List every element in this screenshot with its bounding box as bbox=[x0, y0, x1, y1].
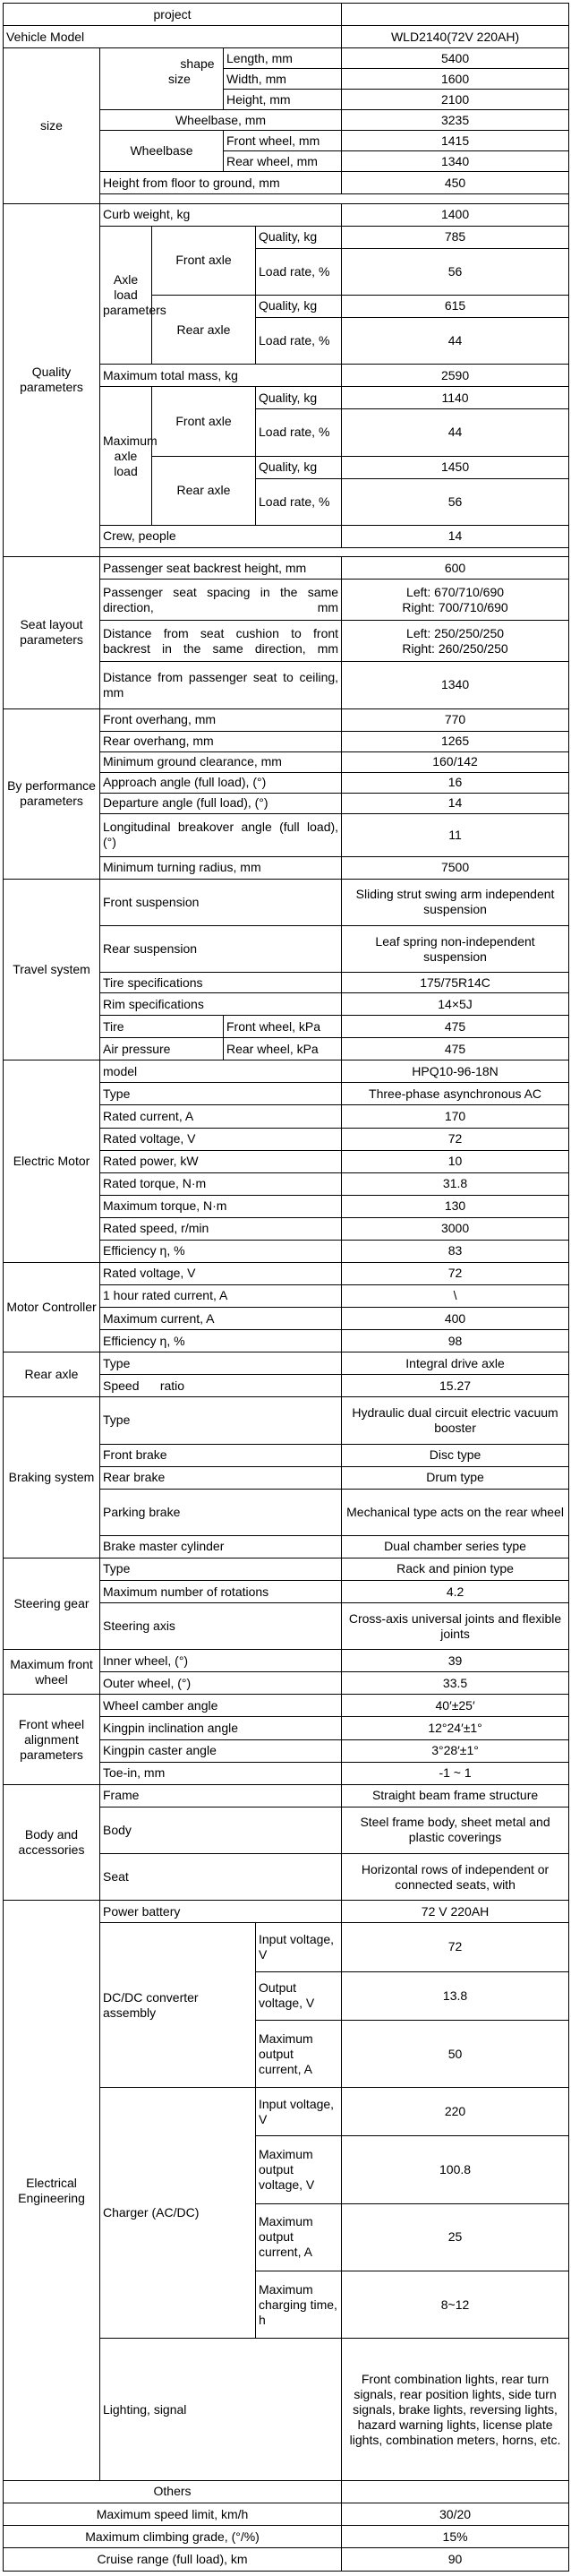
table-row bbox=[4, 1262, 569, 1284]
tire-front-wheel-label: Front wheel, kPa bbox=[224, 1016, 342, 1038]
departure-angle-label: Departure angle (full load), (°) bbox=[100, 793, 342, 813]
quality-kg-label: Quality, kg bbox=[256, 295, 342, 317]
front-suspension-label: Front suspension bbox=[100, 879, 342, 925]
rim-spec-label: Rim specifications bbox=[100, 993, 342, 1016]
group-rear-axle: Rear axle bbox=[4, 1352, 100, 1397]
charger-input-label: Input voltage, V bbox=[256, 2088, 342, 2136]
group-steering: Steering gear bbox=[4, 1558, 100, 1649]
table-row bbox=[4, 1901, 569, 1923]
outer-wheel-label: Outer wheel, (°) bbox=[100, 1672, 342, 1695]
motor-voltage-label: Rated voltage, V bbox=[100, 1128, 342, 1150]
spacer-cell bbox=[100, 547, 569, 556]
motor-max-torque-value: 130 bbox=[342, 1195, 569, 1217]
quality-kg-label: Quality, kg bbox=[256, 226, 342, 248]
kingpin-inclination-label: Kingpin inclination angle bbox=[100, 1717, 342, 1739]
group-controller: Motor Controller bbox=[4, 1262, 100, 1352]
table-row bbox=[4, 26, 569, 48]
dcdc-input-label: Input voltage, V bbox=[256, 1923, 342, 1971]
controller-efficiency-value: 98 bbox=[342, 1330, 569, 1352]
wheelbase-group: Wheelbase bbox=[100, 131, 224, 172]
speed-limit-label: Maximum speed limit, km/h bbox=[4, 2503, 342, 2525]
table-row bbox=[4, 557, 569, 580]
steering-type-label: Type bbox=[100, 1558, 342, 1580]
table-row bbox=[4, 4, 569, 26]
crew-label: Crew, people bbox=[100, 525, 342, 547]
table-row bbox=[4, 1784, 569, 1807]
table-row bbox=[4, 48, 569, 69]
rear-overhang-label: Rear overhang, mm bbox=[100, 731, 342, 751]
size-label: size bbox=[168, 72, 191, 87]
rear-axle-label: Rear axle bbox=[152, 295, 256, 364]
charger-input-value: 220 bbox=[342, 2088, 569, 2136]
motor-torque-label: Rated torque, N·m bbox=[100, 1172, 342, 1195]
rear-overhang-value: 1265 bbox=[342, 731, 569, 751]
rear-suspension-label: Rear suspension bbox=[100, 925, 342, 972]
dcdc-output-value: 13.8 bbox=[342, 1971, 569, 2020]
rear-wheel-label: Rear wheel, mm bbox=[224, 151, 342, 172]
dcdc-input-value: 72 bbox=[342, 1923, 569, 1971]
group-seat: Seat layout parameters bbox=[4, 557, 100, 708]
hour-current-label: 1 hour rated current, A bbox=[100, 1284, 342, 1307]
table-row bbox=[4, 203, 569, 226]
front-axle-label: Front axle bbox=[152, 226, 256, 295]
toe-in-label: Toe-in, mm bbox=[100, 1762, 342, 1784]
motor-current-label: Rated current, A bbox=[100, 1105, 342, 1128]
motor-power-value: 10 bbox=[342, 1150, 569, 1172]
charging-time-value: 8~12 bbox=[342, 2271, 569, 2338]
controller-voltage-value: 72 bbox=[342, 1262, 569, 1284]
rear-axle-type-value: Integral drive axle bbox=[342, 1352, 569, 1375]
camber-value: 40′±25′ bbox=[342, 1695, 569, 1717]
group-alignment: Front wheel alignment parameters bbox=[4, 1695, 100, 1784]
curb-weight-value: 1400 bbox=[342, 203, 569, 226]
front-overhang-label: Front overhang, mm bbox=[100, 708, 342, 731]
rear-brake-label: Rear brake bbox=[100, 1466, 342, 1489]
seat-spacing-value bbox=[342, 580, 569, 621]
front-wheel-value: 1415 bbox=[342, 131, 569, 151]
group-motor: Electric Motor bbox=[4, 1060, 100, 1263]
kingpin-inclination-value: 12°24′±1° bbox=[342, 1717, 569, 1739]
max-current-value: 400 bbox=[342, 1308, 569, 1330]
motor-model-value: HPQ10-96-18N bbox=[342, 1060, 569, 1083]
brake-type-value: Hydraulic dual circuit electric vacuum booster bbox=[342, 1397, 569, 1444]
others-value-empty bbox=[342, 2480, 569, 2503]
inner-wheel-label: Inner wheel, (°) bbox=[100, 1650, 342, 1672]
table-row bbox=[4, 1695, 569, 1717]
turning-radius-value: 7500 bbox=[342, 856, 569, 879]
rotations-label: Maximum number of rotations bbox=[100, 1580, 342, 1602]
table-row bbox=[4, 1558, 569, 1580]
motor-efficiency-label: Efficiency η, % bbox=[100, 1240, 342, 1262]
steering-axis-value: Cross-axis universal joints and flexible joints bbox=[342, 1603, 569, 1650]
max-rear-rate: 56 bbox=[342, 478, 569, 525]
battery-label: Power battery bbox=[100, 1901, 342, 1923]
table-row bbox=[4, 879, 569, 925]
rim-spec-value: 14×5J bbox=[342, 993, 569, 1016]
battery-value: 72 V 220AH bbox=[342, 1901, 569, 1923]
motor-current-value: 170 bbox=[342, 1105, 569, 1128]
cushion-distance-label: Distance from seat cushion to front backrest in the same direction, mm bbox=[100, 621, 342, 662]
load-rate-label: Load rate, % bbox=[256, 248, 342, 295]
seat-spacing-right: Right: 700/710/690 bbox=[402, 599, 508, 614]
front-overhang-value: 770 bbox=[342, 708, 569, 731]
seat-spacing-label: Passenger seat spacing in the same direction, mm bbox=[100, 580, 342, 621]
tire-spec-label: Tire specifications bbox=[100, 973, 342, 993]
camber-label: Wheel camber angle bbox=[100, 1695, 342, 1717]
climbing-grade-value: 15% bbox=[342, 2526, 569, 2548]
frame-label: Frame bbox=[100, 1784, 342, 1807]
curb-weight-label: Curb weight, kg bbox=[100, 203, 342, 226]
group-travel: Travel system bbox=[4, 879, 100, 1060]
wheelbase-value: 3235 bbox=[342, 110, 569, 131]
rear-wheel-value: 1340 bbox=[342, 151, 569, 172]
cruise-range-value: 90 bbox=[342, 2548, 569, 2572]
inner-wheel-value: 39 bbox=[342, 1650, 569, 1672]
steering-type-value: Rack and pinion type bbox=[342, 1558, 569, 1580]
front-brake-label: Front brake bbox=[100, 1444, 342, 1466]
speed-ratio-value: 15.27 bbox=[342, 1375, 569, 1397]
approach-angle-value: 16 bbox=[342, 772, 569, 793]
master-cylinder-value: Dual chamber series type bbox=[342, 1535, 569, 1558]
departure-angle-value: 14 bbox=[342, 793, 569, 813]
max-total-mass-value: 2590 bbox=[342, 365, 569, 387]
tire-label: Tire bbox=[100, 1016, 224, 1038]
axle-front-quality: 785 bbox=[342, 226, 569, 248]
approach-angle-label: Approach angle (full load), (°) bbox=[100, 772, 342, 793]
axle-load-label: Axle load parameters bbox=[100, 226, 152, 365]
charger-output-value: 100.8 bbox=[342, 2136, 569, 2203]
dcdc-current-value: 50 bbox=[342, 2020, 569, 2087]
table-row bbox=[4, 2503, 569, 2525]
rear-axle-label: Rear axle bbox=[152, 456, 256, 525]
dcdc-label: DC/DC converter assembly bbox=[100, 1923, 256, 2088]
project-header: project bbox=[4, 4, 342, 26]
speed-ratio-label: Speed ratio bbox=[100, 1375, 342, 1397]
max-total-mass-label: Maximum total mass, kg bbox=[100, 365, 342, 387]
load-rate-label: Load rate, % bbox=[256, 478, 342, 525]
cushion-right: Right: 260/250/250 bbox=[402, 640, 508, 656]
climbing-grade-label: Maximum climbing grade, (°/%) bbox=[4, 2526, 342, 2548]
group-braking: Braking system bbox=[4, 1397, 100, 1558]
motor-max-torque-label: Maximum torque, N·m bbox=[100, 1195, 342, 1217]
front-brake-value: Disc type bbox=[342, 1444, 569, 1466]
group-body: Body and accessories bbox=[4, 1784, 100, 1901]
group-electrical: Electrical Engineering bbox=[4, 1901, 100, 2481]
charger-output-label: Maximum output voltage, V bbox=[256, 2136, 342, 2203]
turning-radius-label: Minimum turning radius, mm bbox=[100, 856, 342, 879]
lighting-label: Lighting, signal bbox=[100, 2339, 342, 2481]
front-wheel-label: Front wheel, mm bbox=[224, 131, 342, 151]
rotations-value: 4.2 bbox=[342, 1580, 569, 1602]
load-rate-label: Load rate, % bbox=[256, 317, 342, 364]
table-row bbox=[4, 1060, 569, 1083]
spec-table bbox=[3, 3, 569, 2572]
cruise-range-label: Cruise range (full load), km bbox=[4, 2548, 342, 2572]
rear-brake-value: Drum type bbox=[342, 1466, 569, 1489]
hour-current-value: \ bbox=[342, 1284, 569, 1307]
height-value: 2100 bbox=[342, 90, 569, 110]
body-label: Body bbox=[100, 1807, 342, 1853]
tire-rear-wheel-value: 475 bbox=[342, 1038, 569, 1060]
backrest-height-label: Passenger seat backrest height, mm bbox=[100, 557, 342, 580]
max-current-label: Maximum current, A bbox=[100, 1308, 342, 1330]
height-label: Height, mm bbox=[224, 90, 342, 110]
charging-time-label: Maximum charging time, h bbox=[256, 2271, 342, 2338]
motor-type-value: Three-phase asynchronous AC bbox=[342, 1083, 569, 1105]
backrest-height-value: 600 bbox=[342, 557, 569, 580]
table-row bbox=[4, 2480, 569, 2503]
rear-suspension-value: Leaf spring non-independent suspension bbox=[342, 925, 569, 972]
charger-label: Charger (AC/DC) bbox=[100, 2088, 256, 2339]
shape-size-label bbox=[100, 48, 224, 110]
charger-current-value: 25 bbox=[342, 2203, 569, 2271]
tire-front-wheel-value: 475 bbox=[342, 1016, 569, 1038]
toe-in-value: -1 ~ 1 bbox=[342, 1762, 569, 1784]
front-suspension-value: Sliding strut swing arm independent suspension bbox=[342, 879, 569, 925]
group-others: Others bbox=[4, 2480, 342, 2503]
lighting-value: Front combination lights, rear turn signals, rear position lights, side turn signals, brake lights, reversing lights, hazard warning lights, license plate lights, combination meters, horns, etc. bbox=[342, 2339, 569, 2481]
controller-voltage-label: Rated voltage, V bbox=[100, 1262, 342, 1284]
body-value: Steel frame body, sheet metal and plastic coverings bbox=[342, 1807, 569, 1853]
length-value: 5400 bbox=[342, 48, 569, 69]
seat-value: Horizontal rows of independent or connected seats, with bbox=[342, 1853, 569, 1900]
width-label: Width, mm bbox=[224, 69, 342, 90]
shape-label: shape bbox=[180, 56, 215, 72]
motor-efficiency-value: 83 bbox=[342, 1240, 569, 1262]
quality-kg-label: Quality, kg bbox=[256, 456, 342, 478]
dcdc-output-label: Output voltage, V bbox=[256, 1971, 342, 2020]
vehicle-model-value: WLD2140(72V 220AH) bbox=[342, 26, 569, 48]
max-front-quality: 1140 bbox=[342, 387, 569, 409]
brake-type-label: Type bbox=[100, 1397, 342, 1444]
parking-brake-value: Mechanical type acts on the rear wheel bbox=[342, 1489, 569, 1535]
group-quality: Quality parameters bbox=[4, 203, 100, 557]
width-value: 1600 bbox=[342, 69, 569, 90]
parking-brake-label: Parking brake bbox=[100, 1489, 342, 1535]
axle-rear-quality: 615 bbox=[342, 295, 569, 317]
cushion-distance-value bbox=[342, 621, 569, 662]
cushion-left: Left: 250/250/250 bbox=[406, 625, 505, 640]
ground-clearance-label: Minimum ground clearance, mm bbox=[100, 751, 342, 772]
ceiling-distance-label: Distance from passenger seat to ceiling, mm bbox=[100, 662, 342, 708]
steering-axis-label: Steering axis bbox=[100, 1603, 342, 1650]
motor-torque-value: 31.8 bbox=[342, 1172, 569, 1195]
spacer-cell bbox=[100, 194, 569, 203]
motor-speed-value: 3000 bbox=[342, 1217, 569, 1240]
load-rate-label: Load rate, % bbox=[256, 409, 342, 456]
motor-model-label: model bbox=[100, 1060, 342, 1083]
axle-front-rate: 56 bbox=[342, 248, 569, 295]
ground-clearance-value: 160/142 bbox=[342, 751, 569, 772]
air-pressure-label: Air pressure bbox=[100, 1038, 224, 1060]
charger-current-label: Maximum output current, A bbox=[256, 2203, 342, 2271]
ceiling-distance-value: 1340 bbox=[342, 662, 569, 708]
group-max-front-wheel: Maximum front wheel bbox=[4, 1650, 100, 1695]
dcdc-current-label: Maximum output current, A bbox=[256, 2020, 342, 2087]
caster-label: Kingpin caster angle bbox=[100, 1739, 342, 1762]
table-row bbox=[4, 708, 569, 731]
project-value-empty bbox=[342, 4, 569, 26]
caster-value: 3°28′±1° bbox=[342, 1739, 569, 1762]
front-axle-label: Front axle bbox=[152, 387, 256, 456]
seat-spacing-left: Left: 670/710/690 bbox=[406, 584, 505, 599]
group-performance: By performance parameters bbox=[4, 708, 100, 879]
breakover-angle-label: Longitudinal breakover angle (full load), (°) bbox=[100, 813, 342, 856]
motor-power-label: Rated power, kW bbox=[100, 1150, 342, 1172]
max-axle-load-label: Maximum axle load bbox=[100, 387, 152, 526]
breakover-angle-value: 11 bbox=[342, 813, 569, 856]
motor-voltage-value: 72 bbox=[342, 1128, 569, 1150]
rear-axle-type-label: Type bbox=[100, 1352, 342, 1375]
table-row bbox=[4, 1650, 569, 1672]
quality-kg-label: Quality, kg bbox=[256, 387, 342, 409]
motor-speed-label: Rated speed, r/min bbox=[100, 1217, 342, 1240]
tire-rear-wheel-label: Rear wheel, kPa bbox=[224, 1038, 342, 1060]
motor-type-label: Type bbox=[100, 1083, 342, 1105]
max-front-rate: 44 bbox=[342, 409, 569, 456]
table-row bbox=[4, 1352, 569, 1375]
crew-value: 14 bbox=[342, 525, 569, 547]
frame-value: Straight beam frame structure bbox=[342, 1784, 569, 1807]
table-row bbox=[4, 1397, 569, 1444]
max-rear-quality: 1450 bbox=[342, 456, 569, 478]
wheelbase-label: Wheelbase, mm bbox=[100, 110, 342, 131]
floor-height-value: 450 bbox=[342, 172, 569, 194]
group-size: size bbox=[4, 48, 100, 203]
axle-rear-rate: 44 bbox=[342, 317, 569, 364]
length-label: Length, mm bbox=[224, 48, 342, 69]
vehicle-model-label: Vehicle Model bbox=[4, 26, 342, 48]
table-row bbox=[4, 2526, 569, 2548]
outer-wheel-value: 33.5 bbox=[342, 1672, 569, 1695]
controller-efficiency-label: Efficiency η, % bbox=[100, 1330, 342, 1352]
seat-label: Seat bbox=[100, 1853, 342, 1900]
master-cylinder-label: Brake master cylinder bbox=[100, 1535, 342, 1558]
table-row bbox=[4, 2548, 569, 2572]
tire-spec-value: 175/75R14C bbox=[342, 973, 569, 993]
speed-limit-value: 30/20 bbox=[342, 2503, 569, 2525]
floor-height-label: Height from floor to ground, mm bbox=[100, 172, 342, 194]
